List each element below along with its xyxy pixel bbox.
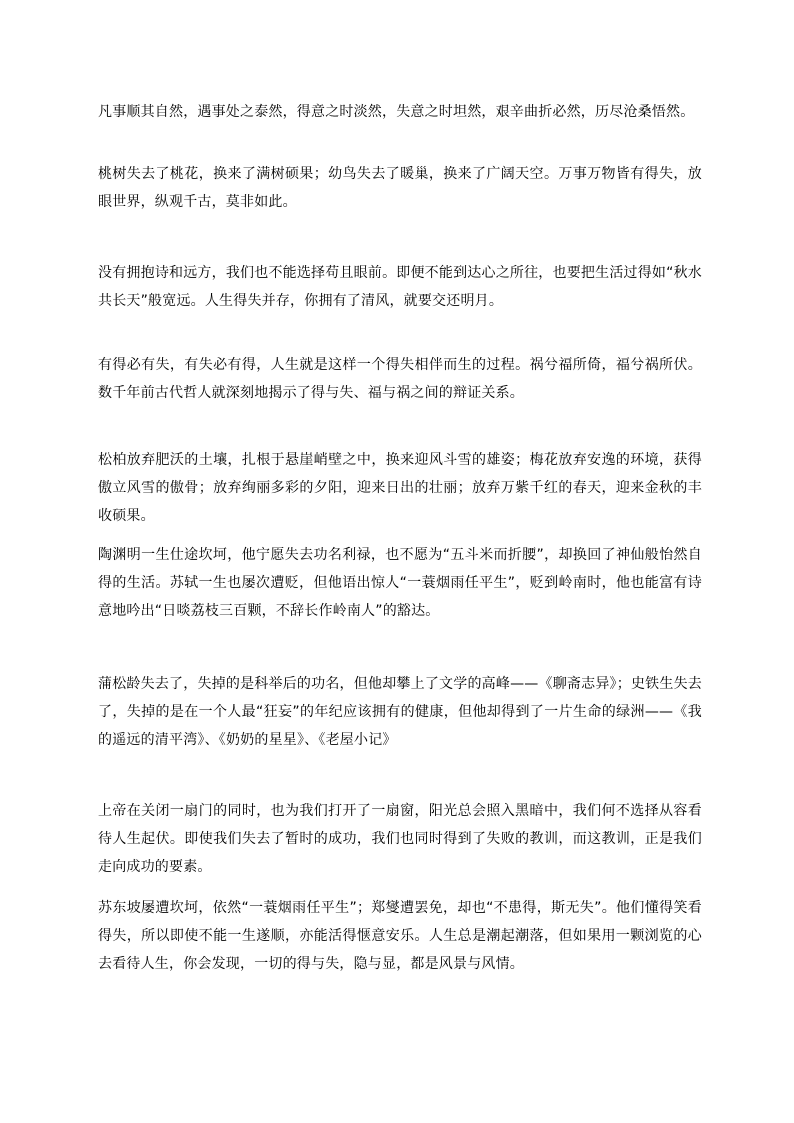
paragraph-1: 凡事顺其自然，遇事处之泰然，得意之时淡然，失意之时坦然，艰辛曲折必然，历尽沧桑悟然。: [98, 104, 695, 120]
paragraph-9: 苏东坡屡遭坎坷，依然“一蓑烟雨任平生”；郑燮遭罢免，却也“不患得，斯无失”。他们懂得笑看得失，所以即使不能一生遂顺，亦能活得惬意安乐。人生总是潮起潮落，但如果用一颗浏览的心去看待人生，你会发现，一切的得与失，隐与显，都是风景与风情。: [98, 900, 702, 972]
paragraph-7: 蒲松龄失去了，失掉的是科举后的功名，但他却攀上了文学的高峰——《聊斋志异》；史铁生失去了，失掉的是在一个人最“狂妄”的年纪应该拥有的健康，但他却得到了一片生命的绿洲——《我的遥远的清平湾》、《奶奶的星星》、《老屋小记》: [98, 676, 702, 748]
paragraph-8: 上帝在关闭一扇门的同时，也为我们打开了一扇窗，阳光总会照入黑暗中，我们何不选择从容看待人生起伏。即使我们失去了暂时的成功，我们也同时得到了失败的教训，而这教训，正是我们走向成功的要素。: [98, 803, 702, 875]
paragraph-2: 桃树失去了桃花，换来了满树硕果；幼鸟失去了暖巢，换来了广阔天空。万事万物皆有得失，放眼世界，纵观千古，莫非如此。: [98, 166, 702, 210]
paragraph-4: 有得必有失，有失必有得，人生就是这样一个得失相伴而生的过程。祸兮福所倚，福兮祸所伏。数千年前古代哲人就深刻地揭示了得与失、福与祸之间的辩证关系。: [98, 357, 702, 401]
paragraph-6: 陶渊明一生仕途坎坷，他宁愿失去功名利禄，也不愿为“五斗米而折腰”，却换回了神仙般怡然自得的生活。苏轼一生也屡次遭贬，但他语出惊人“一蓑烟雨任平生”，贬到岭南时，他也能富有诗意地吟出“日啖荔枝三百颗，不辞长作岭南人”的豁达。: [98, 547, 702, 619]
paragraph-3: 没有拥抱诗和远方，我们也不能选择苟且眼前。即便不能到达心之所往，也要把生活过得如“秋水共长天”般宽远。人生得失并存，你拥有了清风，就要交还明月。: [98, 265, 702, 309]
paragraph-5: 松柏放弃肥沃的土壤，扎根于悬崖峭壁之中，换来迎风斗雪的雄姿；梅花放弃安逸的环境，获得傲立风雪的傲骨；放弃绚丽多彩的夕阳，迎来日出的壮丽；放弃万紫千红的春天，迎来金秋的丰收硕果。: [98, 452, 702, 524]
